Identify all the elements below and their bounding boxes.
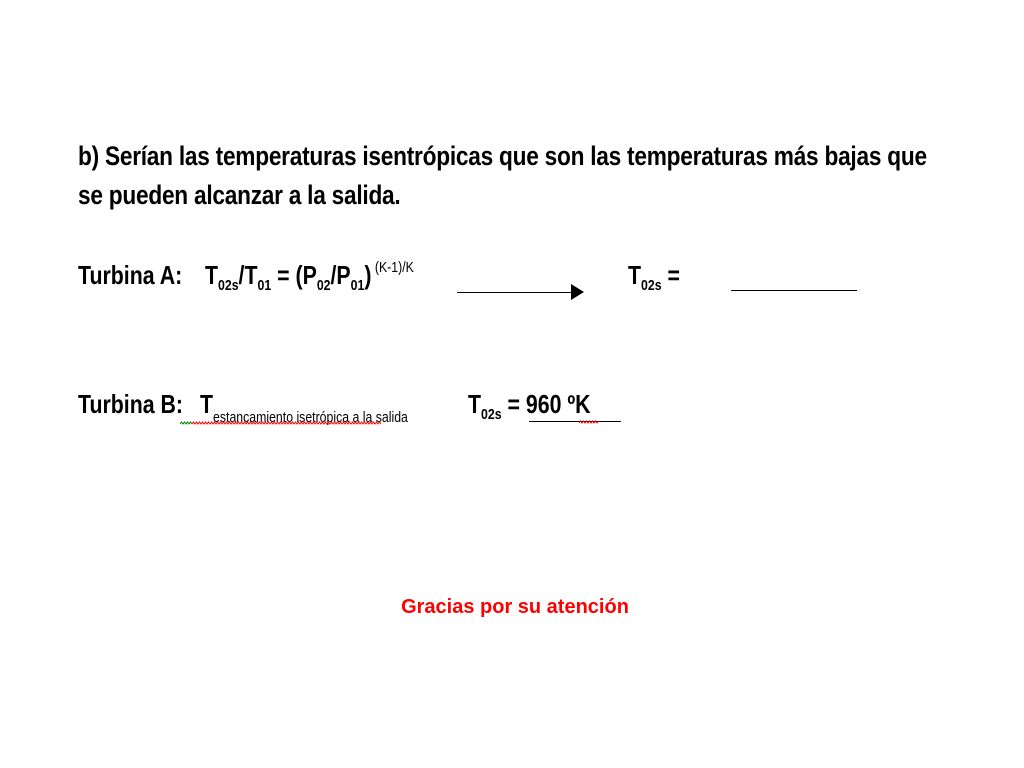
answer-blank-line <box>731 290 857 291</box>
eq-equals-p: = (P <box>271 260 317 290</box>
turbina-b-result <box>468 389 591 423</box>
tb-result-sub: 02s <box>481 406 502 423</box>
result-t: T <box>628 260 642 290</box>
eq-sub-01: 01 <box>257 277 272 294</box>
turbina-b-label: Turbina B: <box>78 389 184 419</box>
arrow-shaft <box>457 292 572 293</box>
eq-t: T <box>205 260 219 290</box>
eq-slash-p: /P <box>330 260 351 290</box>
question-b-line-2: se pueden alcanzar a la salida. <box>78 180 401 210</box>
answer-underline <box>529 421 621 422</box>
arrow-right-icon <box>571 284 584 300</box>
tb-result-equals: = <box>501 389 526 419</box>
turbina-b-t-estancamiento <box>200 389 408 426</box>
turbina-a-result <box>628 260 680 294</box>
eq-sub-02s: 02s <box>218 277 239 294</box>
closing-message: Gracias por su atención <box>401 596 629 618</box>
turbina-a-label: Turbina A: <box>78 260 183 290</box>
turbina-a-equation <box>205 259 414 294</box>
eq-close-paren: ) <box>364 260 372 290</box>
eq-sub-02: 02 <box>316 277 331 294</box>
tb-subscript: estancamiento isetrópica a la salida <box>213 409 408 426</box>
spellcheck-green-squiggle <box>180 421 192 425</box>
eq-sub-01b: 01 <box>350 277 365 294</box>
question-b-line-1: b) Serían las temperaturas isentrópicas que son las temperaturas más bajas que <box>78 141 927 171</box>
tb-t: T <box>200 389 214 419</box>
tb-result-t: T <box>468 389 482 419</box>
spellcheck-red-squiggle <box>192 421 382 425</box>
tb-answer: 960 ºK <box>525 389 591 419</box>
spellcheck-red-squiggle-answer <box>579 420 599 424</box>
result-equals: = <box>661 260 680 290</box>
eq-slash-t: /T <box>238 260 258 290</box>
eq-exponent: (K-1)/K <box>371 259 414 276</box>
result-sub-02s: 02s <box>641 277 662 294</box>
